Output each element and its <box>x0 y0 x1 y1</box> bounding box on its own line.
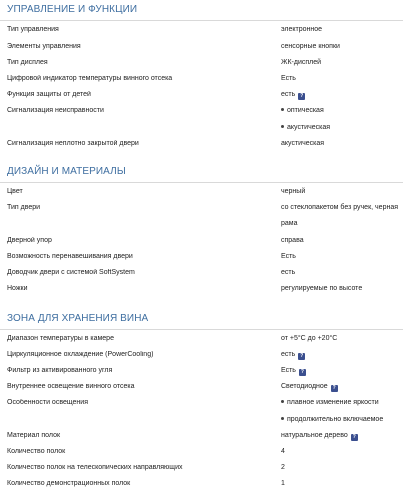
spec-value: есть <box>281 91 296 98</box>
spec-value-wrap <box>281 383 401 392</box>
bullet-icon <box>281 125 284 128</box>
spec-label: Количество демонстрационных полок <box>7 480 131 487</box>
spec-label: Особенности освещения <box>7 399 88 406</box>
spec-value: оптическая <box>287 107 324 114</box>
spec-value: есть <box>281 351 296 358</box>
spec-value: Светодиодное <box>281 383 328 390</box>
spec-label: Внутреннее освещение винного отсека <box>7 383 135 390</box>
spec-value: от +5°С до +20°С <box>281 335 338 342</box>
spec-value: 1 <box>281 480 285 487</box>
spec-value: плавное изменение яркости <box>287 399 379 406</box>
spec-value: справа <box>281 237 304 244</box>
spec-label: Сигнализация неплотно закрытой двери <box>7 140 139 147</box>
spec-value: есть <box>281 269 296 276</box>
section-divider <box>0 329 403 330</box>
spec-value-wrap <box>281 107 401 115</box>
spec-value: 2 <box>281 464 285 471</box>
spec-label: Фильтр из активированного угля <box>7 367 113 374</box>
spec-value: продолжительно включаемое <box>287 416 384 423</box>
help-icon[interactable]: ? <box>300 353 304 359</box>
spec-label: Диапазон температуры в камере <box>7 335 114 342</box>
section-title: ДИЗАЙН И МАТЕРИАЛЫ <box>7 166 126 177</box>
spec-value-wrap <box>281 399 401 407</box>
spec-value: акустическая <box>287 124 331 131</box>
spec-value: ЖК-дисплей <box>281 59 322 66</box>
spec-label: Возможность перенавешивания двери <box>7 253 133 260</box>
spec-label: Сигнализация неисправности <box>7 107 104 114</box>
section-title: УПРАВЛЕНИЕ И ФУНКЦИИ <box>7 4 138 15</box>
spec-label: Доводчик двери с системой SoftSystem <box>7 269 135 276</box>
spec-label: Количество полок на телескопических направляющих <box>7 464 183 471</box>
spec-label: Элементы управления <box>7 43 81 50</box>
bullet-icon <box>281 108 284 111</box>
spec-value: Есть <box>281 367 296 374</box>
bullet-icon <box>281 400 284 403</box>
spec-label: Тип дисплея <box>7 59 48 66</box>
spec-value: черный <box>281 188 306 195</box>
spec-label: Дверной упор <box>7 237 52 244</box>
spec-value: Есть <box>281 75 296 82</box>
section-title: ЗОНА ДЛЯ ХРАНЕНИЯ ВИНА <box>7 313 149 324</box>
spec-value: акустическая <box>281 140 325 147</box>
spec-label: Цифровой индикатор температуры винного отсека <box>7 75 173 82</box>
spec-value-wrap <box>281 91 401 100</box>
spec-value: регулируемые по высоте <box>281 285 363 292</box>
spec-value-wrap <box>281 367 401 376</box>
section-divider <box>0 182 403 183</box>
help-icon[interactable]: ? <box>300 93 304 99</box>
section-divider <box>0 20 403 21</box>
spec-label: Тип двери <box>7 204 41 211</box>
spec-value: Есть <box>281 253 296 260</box>
spec-label: Тип управления <box>7 26 59 33</box>
spec-value-wrap <box>281 432 401 441</box>
spec-value: со стеклопакетом без ручек, черная рама <box>281 204 399 227</box>
spec-value-wrap <box>281 351 401 360</box>
spec-value: сенсорные кнопки <box>281 43 340 50</box>
spec-label: Ножки <box>7 285 28 292</box>
spec-label: Материал полок <box>7 432 61 439</box>
bullet-icon <box>281 417 284 420</box>
help-icon[interactable]: ? <box>332 385 336 391</box>
spec-value-wrap <box>281 416 401 424</box>
help-icon[interactable]: ? <box>300 369 304 375</box>
spec-label: Количество полок <box>7 448 66 455</box>
spec-value: 4 <box>281 448 285 455</box>
spec-label: Цвет <box>7 188 23 195</box>
spec-value: электронное <box>281 26 323 33</box>
spec-value: натуральное дерево <box>281 432 348 439</box>
spec-label: Циркуляционное охлаждение (PowerCooling) <box>7 351 154 358</box>
spec-label: Функция защиты от детей <box>7 91 91 98</box>
spec-value-wrap <box>281 124 401 132</box>
help-icon[interactable]: ? <box>352 434 356 440</box>
